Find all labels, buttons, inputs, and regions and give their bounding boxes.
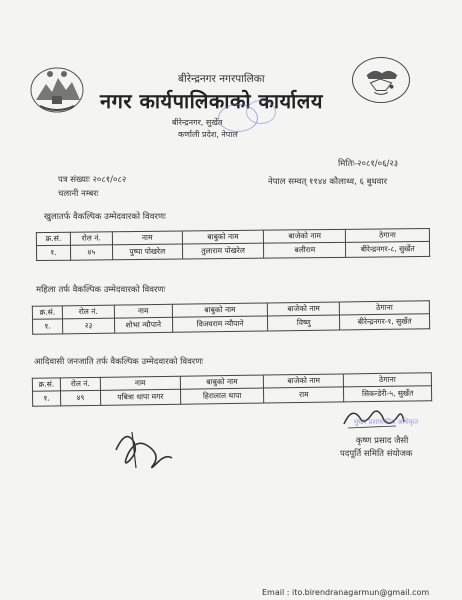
col-serial: क्र.सं. xyxy=(32,306,62,319)
cell-roll: ४५ xyxy=(70,245,112,260)
col-name: नाम xyxy=(114,304,172,318)
section-title-women: महिला तर्फ वैकल्पिक उम्मेदवारको विवरणः xyxy=(36,285,166,295)
cell-name: पबित्रा थापा मगर xyxy=(100,389,180,405)
nepal-samvat-date: नेपाल सम्वत् ११४४ कौलाथ्व, ६ बुधवार xyxy=(268,177,388,187)
letter-date: मितिः-२०८१/०६/२३ xyxy=(338,159,399,169)
footer-email: Email : ito.birendranagarmun@gmail.com xyxy=(262,588,430,597)
col-grandfather: बाजेको नाम xyxy=(264,374,344,388)
col-serial: क्र.सं. xyxy=(36,232,70,245)
municipality-logo-icon xyxy=(352,57,410,103)
col-address: ठेगाना xyxy=(343,373,431,387)
col-name: नाम xyxy=(100,376,180,390)
col-father: बाबुको नाम xyxy=(180,375,264,389)
cell-name: शोभा न्यौपाने xyxy=(114,317,172,333)
signatory-stamp: मुख्य प्रशासकीय अधिकृत xyxy=(354,418,419,426)
col-address: ठेगाना xyxy=(339,301,429,315)
cell-name: पुष्पा पोखरेल xyxy=(112,244,182,260)
candidate-table-women xyxy=(32,300,430,335)
cell-roll: २३ xyxy=(62,318,114,334)
col-grandfather: बाजेको नाम xyxy=(264,229,346,243)
signatory-name: कृष्ण प्रसाद जैसी xyxy=(356,436,409,446)
col-address: ठेगाना xyxy=(345,228,429,242)
cell-address: सिकन्डेरी-५, सुर्खेत xyxy=(344,386,432,402)
cell-grandfather: बलीराम xyxy=(264,242,346,258)
handwritten-signature-right xyxy=(338,400,408,434)
candidate-table-open xyxy=(36,228,430,261)
cell-father: विजयराम न्यौपाने xyxy=(172,316,268,332)
cell-grandfather: विष्णु xyxy=(268,315,340,331)
cell-roll: ४९ xyxy=(60,390,100,406)
col-father: बाबुको नाम xyxy=(172,303,268,317)
section-title-open: खुलातर्फ वैकल्पिक उम्मेदवारको विवरणः xyxy=(44,212,166,222)
cell-address: बीरेन्द्रनगर-८, सुर्खेत xyxy=(346,241,430,257)
cell-serial: १. xyxy=(33,391,61,406)
cell-address: बीरेन्द्रनगर-१, सुर्खेत xyxy=(340,314,430,330)
municipality-name: बीरेन्द्रनगर नगरपालिका xyxy=(178,73,265,85)
cell-father: तुलाराम पोखरेल xyxy=(182,243,264,259)
table-row xyxy=(37,241,430,260)
signatory-title: पदपूर्ति समिति संयोजक xyxy=(340,449,413,459)
col-serial: क्र.सं. xyxy=(32,378,60,391)
section-title-indigenous: आदिवासी जनजाति तर्फ वैकल्पिक उम्मेदवारको विवरणः xyxy=(34,357,204,367)
col-roll: रोल नं. xyxy=(70,232,112,245)
handwritten-signature-left xyxy=(108,420,178,475)
cell-grandfather: राम xyxy=(264,387,344,403)
cell-serial: १. xyxy=(33,319,63,334)
emblem-of-nepal-icon xyxy=(28,62,86,114)
col-father: बाबुको नाम xyxy=(182,230,264,244)
office-stamp-secondary xyxy=(246,100,276,124)
dispatch-number: चलानी नम्बरः xyxy=(58,189,99,199)
office-title: नगर कार्यपालिकाको कार्यालय xyxy=(100,89,323,113)
reference-number: पत्र संख्याः २०८१/०८२ xyxy=(58,175,127,185)
col-roll: रोल नं. xyxy=(60,377,100,391)
cell-serial: १. xyxy=(37,245,71,260)
cell-father: हिरालाल थापा xyxy=(180,388,264,404)
col-roll: रोल नं. xyxy=(62,305,114,319)
office-address: बीरेन्द्रनगर, सुर्खेत xyxy=(172,118,223,127)
col-name: नाम xyxy=(112,231,182,245)
col-grandfather: बाजेको नाम xyxy=(268,302,340,316)
office-province: कर्णाली प्रदेश, नेपाल xyxy=(178,130,238,139)
